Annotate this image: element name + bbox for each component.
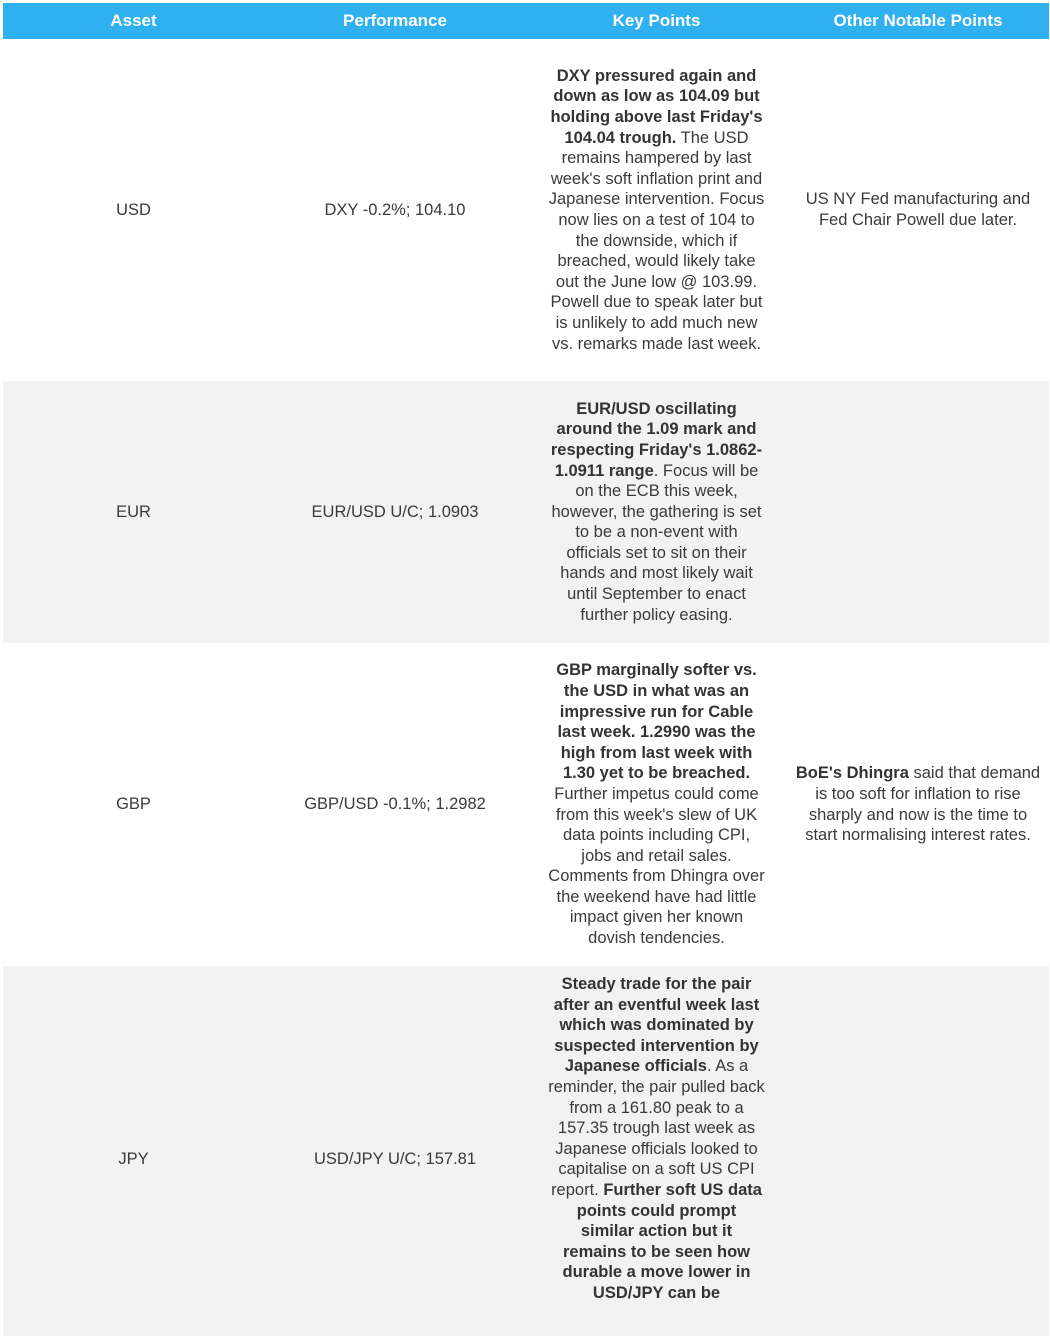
header-key-points: Key Points [612, 10, 701, 30]
other-notable-cell [787, 381, 1049, 643]
key-points-bold: GBP marginally softer vs. the USD in what was an impressive run for Cable last week. 1.2990 was the high from last week with 1.30 yet to be breached. [556, 661, 757, 783]
performance-cell: USD/JPY U/C; 157.81 [313, 1149, 477, 1168]
other-notable-bold: BoE's Dhingra [795, 764, 909, 783]
performance-cell: EUR/USD U/C; 1.0903 [311, 502, 479, 521]
performance-cell: GBP/USD -0.1%; 1.2982 [304, 795, 486, 814]
key-points-bold-2: Further soft US data points could prompt similar action but it remains to be seen how durable a move lower in USD/JPY can be [562, 1180, 762, 1302]
other-notable-cell [787, 966, 1049, 1336]
asset-cell: GBP [116, 795, 151, 814]
key-points-text: . As a reminder, the pair pulled back from a 161.80 peak to a 157.35 trough last week as Japanese officials looked to capitalise on a soft US CPI report. [548, 1057, 765, 1199]
performance-cell: DXY -0.2%; 104.10 [324, 200, 466, 219]
other-notable-text: said that demand is too soft for inflation to rise sharply and now is the time to start normalising interest rates. [805, 764, 1041, 845]
table-row-jpy [3, 966, 1049, 1336]
key-points-text: The USD remains hampered by last week's soft inflation print and Japanese intervention. Focus now lies on a test of 104 to the downside, which if breached, would likely take out the June low @ 103.99. Powell due to speak later but is unlikely to add much new vs. remarks made last week. [548, 128, 765, 353]
fx-summary-table [3, 3, 1049, 1336]
key-points-cell [526, 643, 787, 966]
key-points-bold: EUR/USD oscillating around the 1.09 mark and respecting Friday's 1.0862-1.0911 range [550, 399, 763, 480]
asset-cell: USD [116, 200, 151, 219]
other-notable-text: US NY Fed manufacturing and Fed Chair Powell due later. [805, 190, 1031, 229]
table-row-eur [3, 381, 1049, 643]
key-points-bold: DXY pressured again and down as low as 104.09 but holding above last Friday's 104.04 trough. [550, 66, 763, 147]
key-points-text: . Focus will be on the ECB this week, however, the gathering is set to be a non-event with officials set to sit on their hands and most likely wait until September to enact further policy easing. [551, 461, 762, 624]
key-points-text: Further impetus could come from this week's slew of UK data points including CPI, jobs and retail sales. Comments from Dhingra over the weekend have had little impact given her known dovish tendencies. [548, 784, 765, 948]
asset-cell: EUR [116, 502, 151, 521]
key-points-cell [526, 966, 787, 1336]
key-points-cell [526, 381, 787, 643]
table-header [3, 3, 1049, 39]
key-points-cell [526, 39, 787, 381]
header-other-notable-points: Other Notable Points [833, 10, 1003, 30]
table-row-gbp [3, 643, 1049, 966]
table-row-usd [3, 39, 1049, 381]
other-notable-cell [787, 39, 1049, 381]
other-notable-cell [787, 643, 1049, 966]
asset-cell: JPY [118, 1149, 149, 1168]
header-asset: Asset [110, 10, 157, 30]
header-performance: Performance [343, 10, 447, 30]
key-points-bold: Steady trade for the pair after an eventful week last which was dominated by suspected intervention by Japanese officials [553, 975, 760, 1076]
